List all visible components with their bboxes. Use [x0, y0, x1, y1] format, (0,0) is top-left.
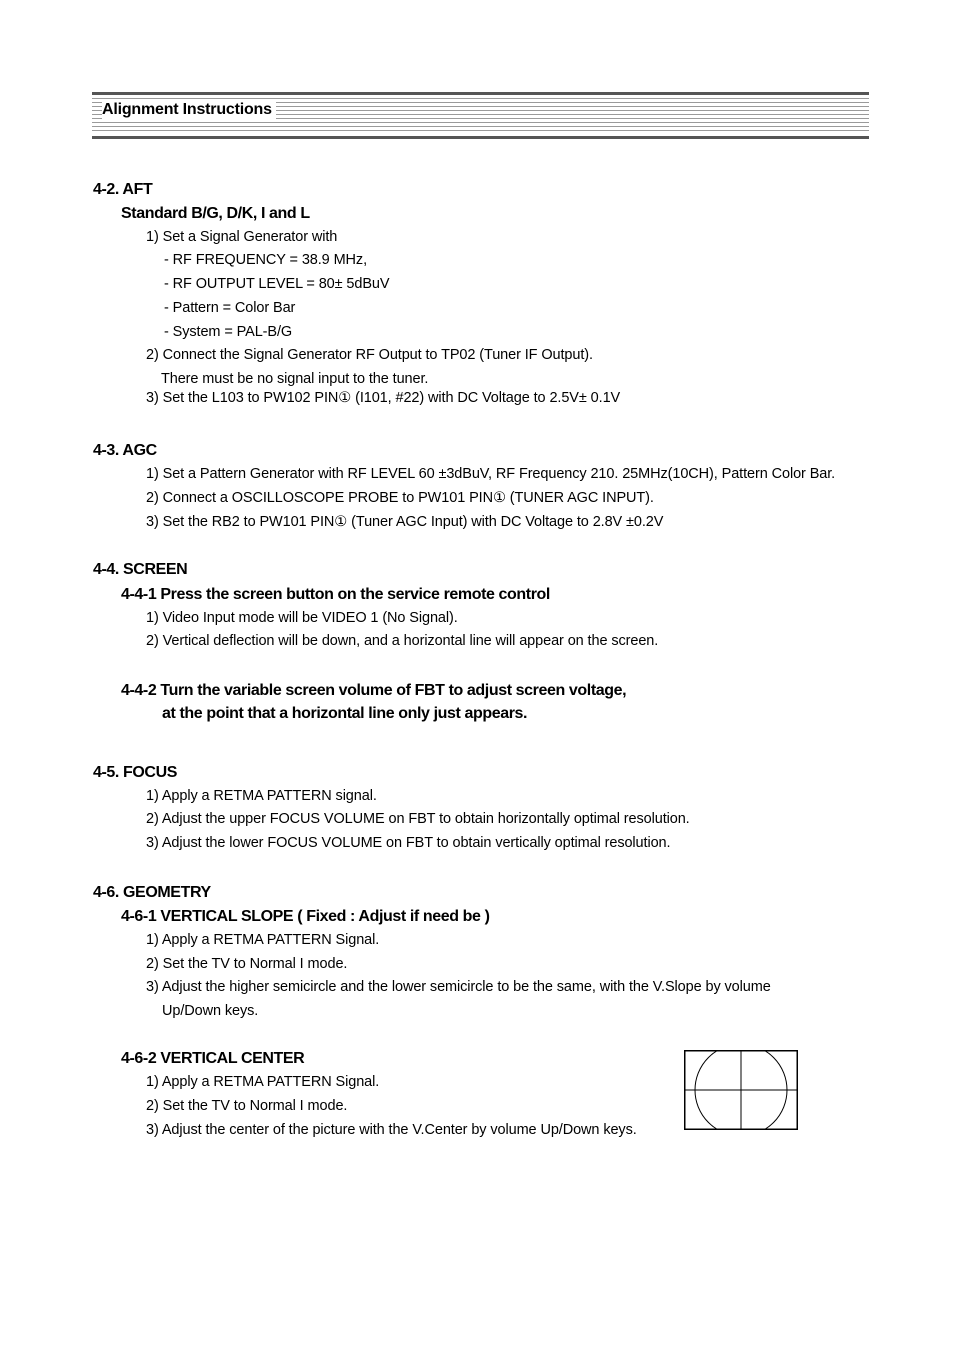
vertical-slope-step-3-line-2: Up/Down keys. — [162, 1003, 259, 1019]
header-top-rule — [92, 92, 869, 95]
focus-step-3: 3) Adjust the lower FOCUS VOLUME on FBT to obtain vertically optimal resolution. — [146, 835, 671, 851]
aft-rf-output-level: - RF OUTPUT LEVEL = 80± 5dBuV — [164, 276, 390, 292]
agc-step-1: 1) Set a Pattern Generator with RF LEVEL 60 ±3dBuV, RF Frequency 210. 25MHz(10CH), Pattern Color Bar. — [146, 466, 836, 482]
section-heading-agc: 4-3. AGC — [93, 442, 157, 459]
header-bottom-rule — [92, 136, 869, 139]
aft-step-3: 3) Set the L103 to PW102 PIN① (I101, #22) with DC Voltage to 2.5V± 0.1V — [146, 390, 621, 406]
focus-step-1: 1) Apply a RETMA PATTERN signal. — [146, 788, 377, 804]
retma-pattern-diagram — [684, 1050, 798, 1130]
vertical-center-heading: 4-6-2 VERTICAL CENTER — [121, 1050, 305, 1067]
section-heading-screen: 4-4. SCREEN — [93, 561, 188, 578]
vertical-slope-heading: 4-6-1 VERTICAL SLOPE ( Fixed : Adjust if need be ) — [121, 908, 490, 925]
aft-pattern: - Pattern = Color Bar — [164, 300, 296, 316]
screen-step-1: 1) Video Input mode will be VIDEO 1 (No Signal). — [146, 610, 458, 626]
vertical-center-step-1: 1) Apply a RETMA PATTERN Signal. — [146, 1074, 380, 1090]
vertical-center-step-3: 3) Adjust the center of the picture with the V.Center by volume Up/Down keys. — [146, 1122, 637, 1138]
aft-step-2-note: There must be no signal input to the tuner. — [161, 371, 429, 387]
aft-subheading: Standard B/G, D/K, I and L — [121, 205, 310, 222]
screen-sub-2-heading-line-1: 4-4-2 Turn the variable screen volume of FBT to adjust screen voltage, — [121, 682, 627, 699]
section-heading-aft: 4-2. AFT — [93, 181, 153, 198]
agc-step-3: 3) Set the RB2 to PW101 PIN① (Tuner AGC Input) with DC Voltage to 2.8V ±0.2V — [146, 514, 664, 530]
aft-rf-frequency: - RF FREQUENCY = 38.9 MHz, — [164, 252, 367, 268]
aft-step-1: 1) Set a Signal Generator with — [146, 229, 338, 245]
aft-system: - System = PAL-B/G — [164, 324, 293, 340]
section-heading-focus: 4-5. FOCUS — [93, 764, 178, 781]
vertical-slope-step-3-line-1: 3) Adjust the higher semicircle and the lower semicircle to be the same, with the V.Slope by volume — [146, 979, 771, 995]
header-title: Alignment Instructions — [102, 100, 276, 120]
screen-sub-1-heading: 4-4-1 Press the screen button on the service remote control — [121, 586, 550, 603]
vertical-slope-step-2: 2) Set the TV to Normal I mode. — [146, 956, 348, 972]
vertical-center-step-2: 2) Set the TV to Normal I mode. — [146, 1098, 348, 1114]
section-heading-geometry: 4-6. GEOMETRY — [93, 884, 211, 901]
focus-step-2: 2) Adjust the upper FOCUS VOLUME on FBT to obtain horizontally optimal resolution. — [146, 811, 690, 827]
vertical-slope-step-1: 1) Apply a RETMA PATTERN Signal. — [146, 932, 380, 948]
screen-step-2: 2) Vertical deflection will be down, and a horizontal line will appear on the screen. — [146, 633, 659, 649]
agc-step-2: 2) Connect a OSCILLOSCOPE PROBE to PW101 PIN① (TUNER AGC INPUT). — [146, 490, 654, 506]
page-header — [92, 92, 869, 139]
screen-sub-2-heading-line-2: at the point that a horizontal line only just appears. — [162, 705, 528, 722]
aft-step-2: 2) Connect the Signal Generator RF Output to TP02 (Tuner IF Output). — [146, 347, 593, 363]
